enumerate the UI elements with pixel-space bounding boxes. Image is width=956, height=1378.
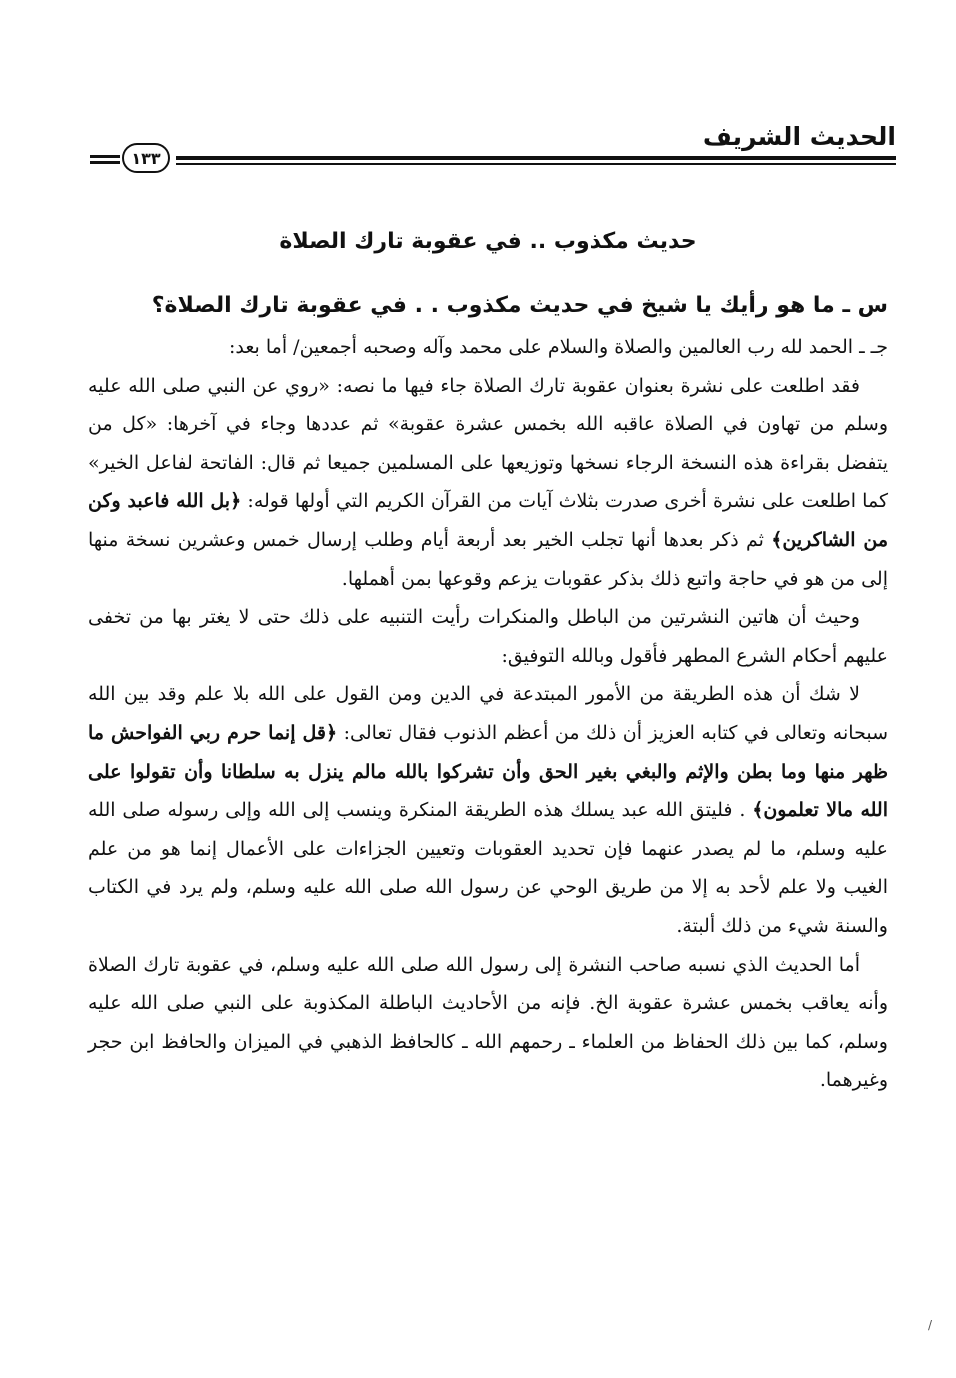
header-rule-left (90, 161, 120, 164)
paragraph-2: وحيث أن هاتين النشرتين من الباطل والمنكرات رأيت التنبيه على ذلك حتى لا يغتر بها من تخفى عليهم أحكام الشرع المطهر فأقول وبالله التوفيق: (88, 606, 888, 667)
page-number: ١٣٣ (122, 143, 170, 173)
running-header (90, 118, 896, 174)
paragraph-1 (88, 367, 888, 599)
paragraph-1-text-b: ثم ذكر بعدها أنها تجلب الخير بعد أربعة أيام وطلب إرسال خمس وعشرين نسخة منها إلى من هو في حاجة واتبع ذلك بذكر عقوبات يزعم وقوعها بمن أهملها. (88, 528, 888, 590)
paragraph-3-text-a: لا شك أن هذه الطريقة من الأمور المبتدعة في الدين ومن القول على الله بلا علم وقد بين الله سبحانه وتعالى في كتابه العزيز أن ذلك من أعظم الذنوب فقال تعالى: (88, 683, 888, 744)
paragraph-3 (88, 675, 888, 945)
scan-mark: / (928, 1318, 933, 1332)
paragraph-4: أما الحديث الذي نسبه صاحب النشرة إلى رسول الله صلى الله عليه وسلم، في عقوبة تارك الصلاة وأنه يعاقب بخمس عشرة عقوبة الخ. فإنه من الأحاديث الباطلة المكذوبة على النبي صلى الله عليه وسلم، كما بين ذلك الحفاظ من العلماء ـ رحمهم الله ـ كالحافظ الذهبي في الميزان والحافظ ابن حجر وغيرهما. (88, 953, 888, 1092)
question: س ـ ما هو رأيك يا شيخ في حديث مكذوب . . في عقوبة تارك الصلاة؟ (151, 293, 888, 318)
answer-intro: جـ ـ الحمد لله رب العالمين والصلاة والسلام على محمد وآله وصحبه أجمعين/ أما بعد: (229, 336, 888, 358)
header-rule-left (90, 155, 120, 158)
quran-verse: ﴿قل إنما حرم ربي الفواحش ما ظهر منها وما بطن والإثم والبغي بغير الحق وأن تشركوا بالله مالم ينزل به سلطانا وأن تقولوا على الله مالا تعلمون﴾ (88, 721, 888, 822)
section-title: حديث مكذوب .. في عقوبة تارك الصلاة (279, 229, 697, 254)
header-rule-thin (176, 163, 896, 165)
paragraph-1-text-a: فقد اطلعت على نشرة بعنوان عقوبة تارك الصلاة جاء فيها ما نصه: «روي عن النبي صلى الله عليه وسلم من تهاون في الصلاة عاقبه الله بخمس عشرة عقوبة» ثم عددها وجاء في آخرها: «كل من يتفضل بقراءة هذه النسخة الرجاء نسخها وتوزيعها على المسلمين جميعا ثم قال: الفاتحة لفاعل الخير» كما اطلعت على نشرة أخرى صدرت بثلاث آيات من القرآن الكريم التي أولها قوله: (88, 374, 888, 513)
paragraph-3-text-b: . فليتق الله عبد يسلك هذه الطريقة المنكرة وينسب إلى الله وإلى رسوله صلى الله عليه وسلم، ما لم يصدر عنهما فإن تحديد العقوبات وتعيين الجزاءات على الأعمال إنما هو من علم الغيب ولا علم لأحد به إلا من طريق الوحي عن رسول الله صلى الله عليه وسلم، ولم يرد في الكتاب والسنة شيء من ذلك ألبتة. (88, 799, 888, 937)
header-title: الحديث الشريف (702, 122, 896, 151)
page-body (88, 222, 888, 1100)
header-rule-thick (176, 156, 896, 160)
quran-verse: ﴿بل الله فاعبد وكن من الشاكرين﴾ (88, 490, 889, 551)
